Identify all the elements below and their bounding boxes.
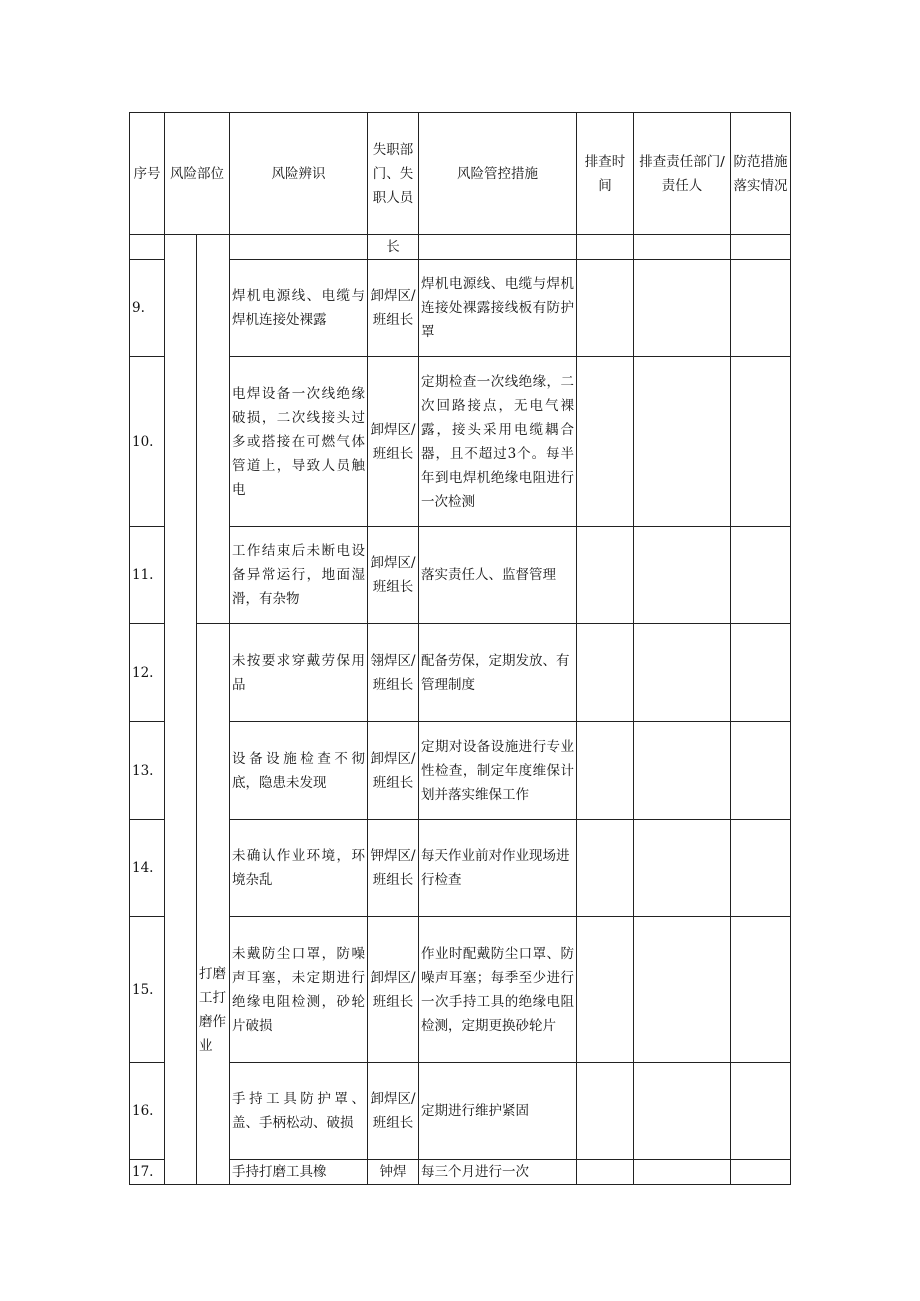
table-row xyxy=(130,357,791,527)
dept-cell: 卸焊区/班组长 xyxy=(368,260,419,357)
dept-cell: 卸焊区/班组长 xyxy=(368,357,419,527)
check-time-cell xyxy=(577,722,634,820)
seq-cell: 10. xyxy=(130,357,165,527)
seq-cell: 15. xyxy=(130,917,165,1063)
check-dept-cell xyxy=(634,917,731,1063)
check-time-cell xyxy=(577,235,634,260)
check-dept-cell xyxy=(634,624,731,722)
measure-cell xyxy=(419,235,577,260)
dept-cell: 钾焊区/班组长 xyxy=(368,820,419,917)
measure-cell: 定期对设备设施进行专业性检查，制定年度维保计划并落实维保工作 xyxy=(419,722,577,820)
seq-cell: 14. xyxy=(130,820,165,917)
header-control-measures: 风险管控措施 xyxy=(419,113,577,235)
risk-cell: 手持工具防护罩、盖、手柄松动、破损 xyxy=(230,1063,368,1160)
header-check-dept: 排查责任部门/责任人 xyxy=(634,113,731,235)
implementation-cell xyxy=(731,260,791,357)
table-row xyxy=(130,527,791,624)
implementation-cell xyxy=(731,624,791,722)
check-time-cell xyxy=(577,917,634,1063)
check-time-cell xyxy=(577,1063,634,1160)
risk-cell: 焊机电源线、电缆与焊机连接处裸露 xyxy=(230,260,368,357)
header-seq: 序号 xyxy=(130,113,165,235)
risk-cell: 未戴防尘口罩，防噪声耳塞，未定期进行绝缘电阻检测，砂轮片破损 xyxy=(230,917,368,1063)
table-row xyxy=(130,260,791,357)
check-dept-cell xyxy=(634,357,731,527)
dept-cell: 卸焊区/班组长 xyxy=(368,722,419,820)
seq-cell: 17. xyxy=(130,1160,165,1185)
header-risk-identification: 风险辨识 xyxy=(230,113,368,235)
check-time-cell xyxy=(577,527,634,624)
check-time-cell xyxy=(577,357,634,527)
table-row xyxy=(130,722,791,820)
risk-area-label-cell xyxy=(197,624,230,1185)
risk-cell: 未确认作业环境，环境杂乱 xyxy=(230,820,368,917)
measure-cell: 定期检查一次线绝缘，二次回路接点，无电气裸露，接头采用电缆耦合器，且不超过3个。每半年到电焊机绝缘电阻进行一次检测 xyxy=(419,357,577,527)
seq-cell: 11. xyxy=(130,527,165,624)
implementation-cell xyxy=(731,722,791,820)
risk-area-outer-cell xyxy=(165,235,197,1185)
measure-cell: 每三个月进行一次 xyxy=(419,1160,577,1185)
measure-cell: 每天作业前对作业现场进行检查 xyxy=(419,820,577,917)
implementation-cell xyxy=(731,1063,791,1160)
check-dept-cell xyxy=(634,527,731,624)
seq-cell xyxy=(130,235,165,260)
risk-cell: 手持打磨工具橡 xyxy=(230,1160,368,1185)
check-dept-cell xyxy=(634,722,731,820)
risk-cell xyxy=(230,235,368,260)
header-implementation: 防范措施落实情况 xyxy=(731,113,791,235)
check-time-cell xyxy=(577,1160,634,1185)
dept-cell: 卸焊区/班组长 xyxy=(368,917,419,1063)
check-dept-cell xyxy=(634,260,731,357)
table-row xyxy=(130,1160,791,1185)
risk-area-label: 打磨工打磨作业 xyxy=(199,966,226,1054)
table-row xyxy=(130,1063,791,1160)
risk-control-table xyxy=(129,112,791,1185)
risk-cell: 工作结束后未断电设备异常运行，地面湿滑，有杂物 xyxy=(230,527,368,624)
check-dept-cell xyxy=(634,1160,731,1185)
table-row xyxy=(130,624,791,722)
implementation-cell xyxy=(731,235,791,260)
check-time-cell xyxy=(577,820,634,917)
dept-cell: 翎焊区/班组长 xyxy=(368,624,419,722)
dept-cell: 卸焊区/班组长 xyxy=(368,1063,419,1160)
header-risk-area: 风险部位 xyxy=(165,113,230,235)
check-dept-cell xyxy=(634,235,731,260)
risk-cell: 未按要求穿戴劳保用品 xyxy=(230,624,368,722)
risk-cell: 电焊设备一次线绝缘破损，二次线接头过多或搭接在可燃气体管道上，导致人员触电 xyxy=(230,357,368,527)
risk-cell: 设备设施检查不彻底，隐患未发现 xyxy=(230,722,368,820)
seq-cell: 9. xyxy=(130,260,165,357)
implementation-cell xyxy=(731,1160,791,1185)
seq-cell: 16. xyxy=(130,1063,165,1160)
dept-cell: 钟焊 xyxy=(368,1160,419,1185)
risk-area-inner-cell xyxy=(197,235,230,624)
table-row xyxy=(130,820,791,917)
measure-cell: 焊机电源线、电缆与焊机连接处裸露接线板有防护罩 xyxy=(419,260,577,357)
measure-cell: 配备劳保，定期发放、有管理制度 xyxy=(419,624,577,722)
dept-cell: 长 xyxy=(368,235,419,260)
seq-cell: 13. xyxy=(130,722,165,820)
check-time-cell xyxy=(577,260,634,357)
measure-cell: 落实责任人、监督管理 xyxy=(419,527,577,624)
check-dept-cell xyxy=(634,820,731,917)
table-row xyxy=(130,917,791,1063)
measure-cell: 定期进行维护紧固 xyxy=(419,1063,577,1160)
table-header-row xyxy=(130,113,791,235)
check-dept-cell xyxy=(634,1063,731,1160)
implementation-cell xyxy=(731,527,791,624)
implementation-cell xyxy=(731,357,791,527)
table-row-continuation xyxy=(130,235,791,260)
measure-cell: 作业时配戴防尘口罩、防噪声耳塞；每季至少进行一次手持工具的绝缘电阻检测，定期更换砂轮片 xyxy=(419,917,577,1063)
seq-cell: 12. xyxy=(130,624,165,722)
implementation-cell xyxy=(731,917,791,1063)
dept-cell: 卸焊区/班组长 xyxy=(368,527,419,624)
header-responsible-dept: 失职部门、失职人员 xyxy=(368,113,419,235)
check-time-cell xyxy=(577,624,634,722)
implementation-cell xyxy=(731,820,791,917)
header-check-time: 排查时间 xyxy=(577,113,634,235)
